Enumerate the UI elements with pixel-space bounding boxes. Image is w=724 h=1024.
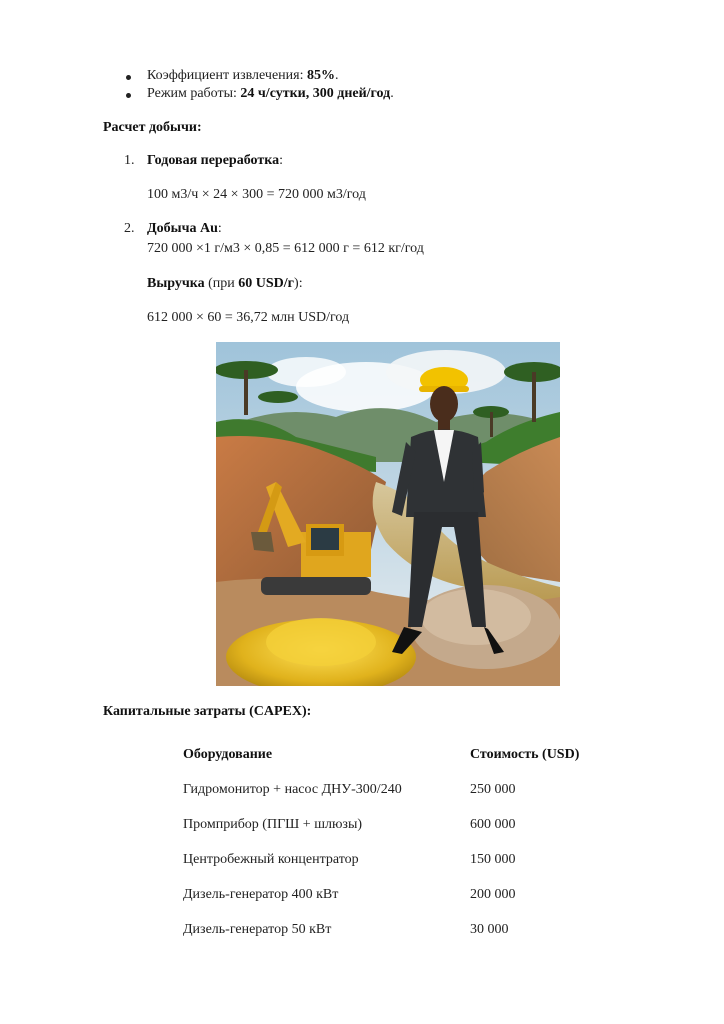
table-cell-equipment: Гидромонитор + насос ДНУ-300/240 <box>183 782 402 797</box>
table-cell-equipment: Центробежный концентратор <box>183 852 359 867</box>
list-number-1: 1. <box>124 153 135 168</box>
table-cell-cost: 150 000 <box>470 852 516 867</box>
revenue-heading: Выручка (при 60 USD/г): <box>147 276 303 291</box>
table-cell-cost: 600 000 <box>470 817 516 832</box>
table-cell-cost: 250 000 <box>470 782 516 797</box>
table-header-cost: Стоимость (USD) <box>470 747 580 762</box>
table-cell-cost: 30 000 <box>470 922 509 937</box>
bullet-marker <box>126 75 131 80</box>
formula-gold-yield: 720 000 ×1 г/м3 × 0,85 = 612 000 г = 612 кг/год <box>147 241 424 256</box>
mining-site-image <box>216 342 560 686</box>
section-title-production: Расчет добычи: <box>103 120 202 135</box>
list-item-annual-processing: Годовая переработка: <box>147 153 283 168</box>
bullet-item-recovery: Коэффициент извлечения: 85%. <box>147 68 339 83</box>
table-cell-equipment: Промприбор (ПГШ + шлюзы) <box>183 817 363 832</box>
bullet-marker <box>126 93 131 98</box>
table-cell-cost: 200 000 <box>470 887 516 902</box>
bullet-item-mode: Режим работы: 24 ч/сутки, 300 дней/год. <box>147 86 394 101</box>
table-header-equipment: Оборудование <box>183 747 273 762</box>
formula-annual-processing: 100 м3/ч × 24 × 300 = 720 000 м3/год <box>147 187 366 202</box>
table-cell-equipment: Дизель-генератор 400 кВт <box>183 887 339 902</box>
table-cell-equipment: Дизель-генератор 50 кВт <box>183 922 332 937</box>
mining-site-illustration <box>216 342 560 686</box>
formula-revenue: 612 000 × 60 = 36,72 млн USD/год <box>147 310 350 325</box>
list-item-gold-yield: Добыча Au: <box>147 221 222 236</box>
list-number-2: 2. <box>124 221 135 236</box>
section-title-capex: Капитальные затраты (CAPEX): <box>103 704 312 719</box>
